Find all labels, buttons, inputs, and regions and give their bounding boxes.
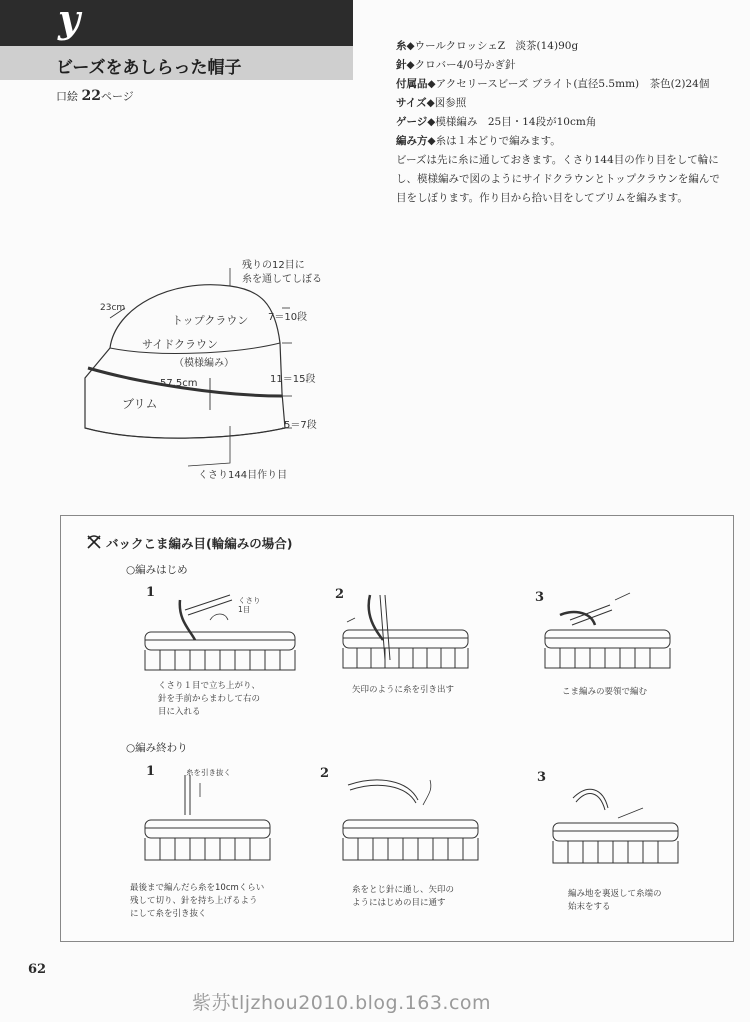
start-step-number: 2 — [335, 587, 345, 602]
start-step-2-caption: 矢印のように糸を引き出す — [352, 685, 455, 695]
end-step-2-caption: 糸をとじ針に通し、矢印の ようにはじめの目に通す — [352, 885, 455, 908]
end-step-3-illustration — [548, 778, 688, 878]
material-row: サイズ◆図参照 — [396, 97, 467, 109]
materials-block — [396, 37, 746, 208]
chain-label: くさり 1目 — [238, 596, 261, 614]
needle-icon — [348, 780, 418, 803]
start-step-2-illustration — [335, 590, 475, 675]
end-step-1-illustration — [140, 775, 280, 875]
start-step-number: 1 — [146, 585, 156, 600]
end-step-number: 1 — [146, 764, 156, 779]
material-row: ゲージ◆模様編み 25目・14段が10cm角 — [396, 116, 597, 128]
start-step-1-illustration — [140, 590, 300, 675]
end-section-label: ○編み終わり — [126, 742, 188, 754]
header-banner — [0, 0, 353, 46]
page-title: ビーズをあしらった帽子 — [56, 58, 242, 78]
page-number: 62 — [28, 962, 47, 977]
side-crown-label: サイドクラウン — [142, 338, 219, 351]
end-step-number: 3 — [537, 770, 547, 785]
needle-icon — [573, 789, 608, 810]
start-step-3-caption: こま編みの要領で編む — [562, 687, 648, 697]
start-step-1-caption: くさり１目で立ち上がり、 針を手前からまわして右の 目に入れる — [158, 681, 261, 717]
end-step-number: 2 — [320, 766, 330, 781]
foundation-label: くさり144目作り目 — [198, 470, 288, 481]
top-note-1: 残りの12目に — [242, 260, 305, 271]
top-note-2: 糸を通してしぼる — [242, 274, 322, 285]
material-row: 付属品◆アクセリースビーズ ブライト(直径5.5mm) 茶色(2)24個 — [396, 78, 710, 90]
hat-diagram — [70, 248, 370, 488]
hook-icon — [570, 605, 612, 625]
pattern-letter: y — [58, 0, 81, 41]
description-line: 目をしぼります。作り目から拾い目をしてブリムを編みます。 — [396, 192, 688, 204]
side-rows-label: 11＝15段 — [270, 374, 316, 385]
start-step-3-illustration — [540, 590, 675, 675]
start-section-label: ○編みはじめ — [126, 564, 188, 576]
description-line: し、模様編みで図のようにサイドクラウンとトップクラウンを編んで — [396, 173, 720, 185]
end-step-3-caption: 編み地を裏返して糸端の 始末をする — [568, 889, 662, 912]
top-rows-label: 7＝10段 — [268, 312, 308, 323]
reverse-sc-symbol-icon — [86, 534, 102, 550]
description-line: ビーズは先に糸に通しておきます。くさり144目の作り目をして輪に — [396, 154, 719, 166]
watermark: 紫苏tljzhou2010.blog.163.com — [192, 992, 492, 1014]
pattern-label: （模様編み） — [174, 358, 234, 369]
end-step-2-illustration — [338, 775, 488, 875]
photo-reference: 口絵 22ページ — [56, 88, 134, 104]
hook-icon — [185, 775, 190, 815]
hook-icon — [185, 595, 232, 615]
brim-label: ブリム — [122, 397, 158, 411]
material-row: 編み方◆糸は１本どりで編みます。 — [396, 135, 561, 147]
start-step-number: 3 — [535, 590, 545, 605]
brim-rows-label: 5＝7段 — [284, 420, 317, 431]
pull-through-label: 糸を引き抜く — [186, 768, 231, 777]
end-step-1-caption: 最後まで編んだら糸を10cmくらい 残して切り、針を持ち上げるよう にして糸を引き抜く — [130, 883, 265, 919]
brim-edge — [85, 428, 285, 438]
material-row: 針◆クロバー4/0号かぎ針 — [396, 59, 516, 71]
height-label: 23cm — [100, 303, 126, 313]
technique-title: バックこま編み目(輪編みの場合) — [106, 536, 293, 551]
material-row: 糸◆ウールクロッシェZ 淡茶(14)90g — [396, 40, 579, 52]
circumference-label: 57.5cm — [160, 378, 198, 389]
top-crown-label: トップクラウン — [172, 314, 249, 327]
